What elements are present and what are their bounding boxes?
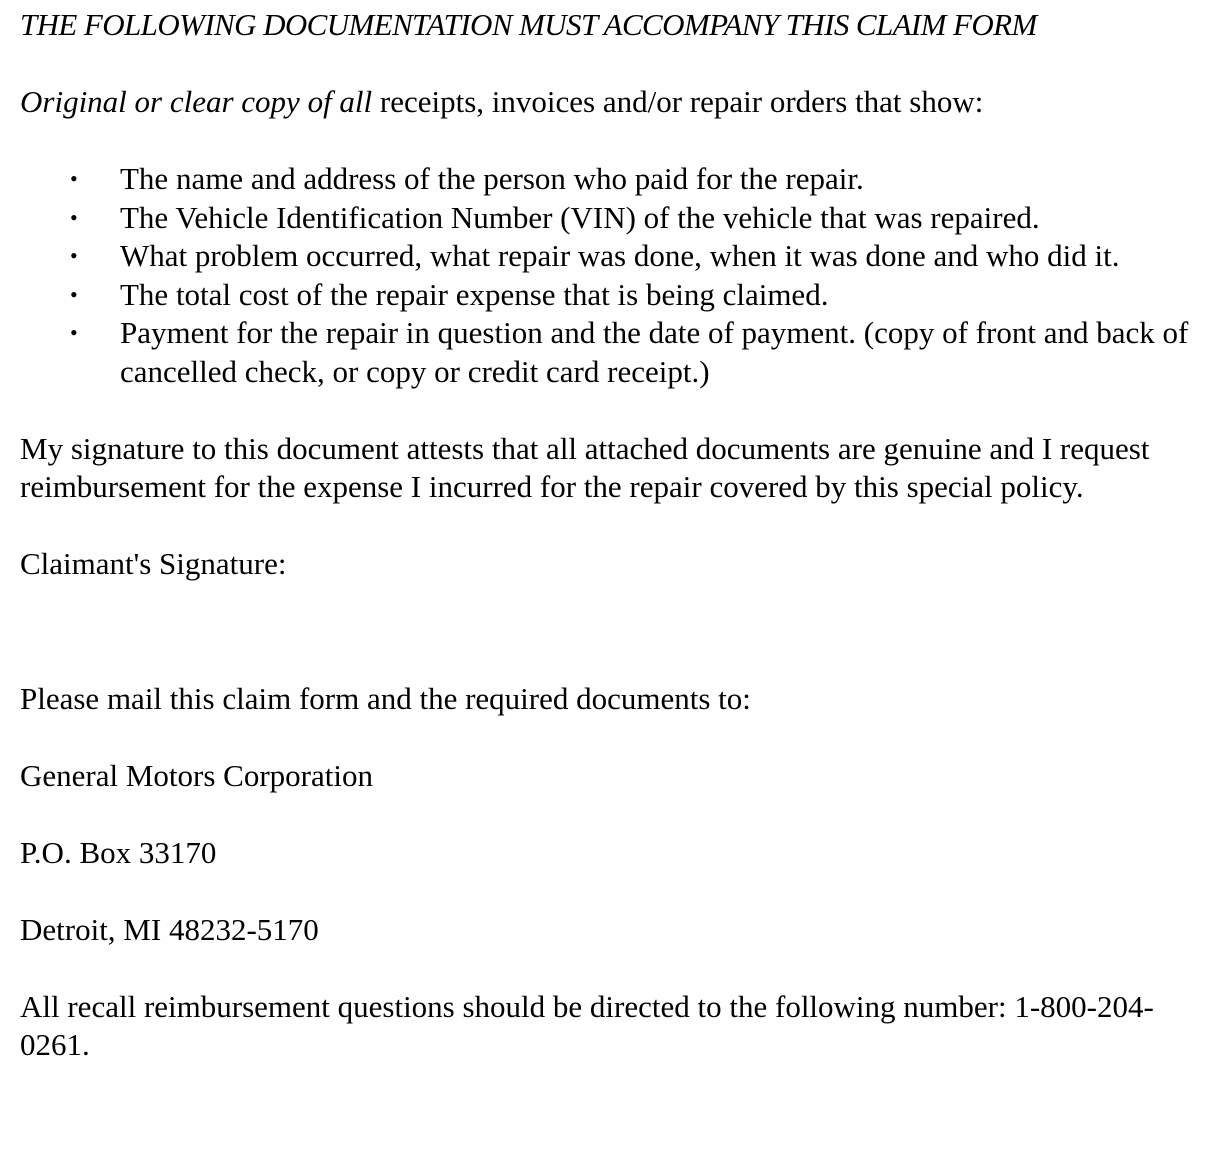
- claim-form-page: [20, 6, 1210, 1065]
- requirement-text: Payment for the repair in question and the date of payment. (copy of front and back of cancelled check, or copy or credit card receipt.): [120, 315, 1189, 389]
- spacer: [20, 507, 1210, 546]
- list-item: [20, 160, 1210, 199]
- spacer: [20, 718, 1210, 757]
- document-heading: THE FOLLOWING DOCUMENTATION MUST ACCOMPANY THIS CLAIM FORM: [20, 7, 1037, 42]
- spacer: [20, 795, 1210, 834]
- bullet-icon: •: [70, 243, 78, 268]
- list-item: [20, 314, 1210, 391]
- spacer: [20, 122, 1210, 161]
- intro-paragraph: [20, 83, 1210, 122]
- spacer: [20, 949, 1210, 988]
- requirement-text: The name and address of the person who paid for the repair.: [120, 161, 864, 196]
- requirements-list: [20, 160, 1210, 391]
- list-item: [20, 199, 1210, 238]
- bullet-icon: •: [70, 320, 78, 345]
- list-item: [20, 276, 1210, 315]
- mail-instruction: Please mail this claim form and the required documents to:: [20, 680, 751, 716]
- list-item: [20, 237, 1210, 276]
- spacer: [20, 391, 1210, 430]
- address-company: General Motors Corporation: [20, 757, 373, 793]
- signature-area[interactable]: [20, 584, 1210, 680]
- spacer: [20, 872, 1210, 911]
- attestation-paragraph: My signature to this document attests that all attached documents are genuine and I request reimbursement for the expense I incurred for the repair covered by this special policy.: [20, 430, 1150, 504]
- requirement-text: What problem occurred, what repair was done, when it was done and who did it.: [120, 238, 1120, 273]
- address-city-state-zip: Detroit, MI 48232-5170: [20, 911, 319, 947]
- requirement-text: The total cost of the repair expense that is being claimed.: [120, 276, 829, 312]
- intro-text: receipts, invoices and/or repair orders that show:: [372, 84, 984, 119]
- bullet-icon: •: [70, 166, 78, 191]
- questions-paragraph: All recall reimbursement questions should be directed to the following number: 1-800-204-0261.: [20, 988, 1154, 1062]
- spacer: [20, 45, 1210, 84]
- address-po-box: P.O. Box 33170: [20, 834, 217, 870]
- bullet-icon: •: [70, 204, 78, 230]
- signature-label: Claimant's Signature:: [20, 546, 287, 581]
- intro-italic-text: Original or clear copy of all: [20, 84, 373, 119]
- requirement-text: The Vehicle Identification Number (VIN) of the vehicle that was repaired.: [120, 199, 1040, 235]
- bullet-icon: •: [70, 281, 78, 307]
